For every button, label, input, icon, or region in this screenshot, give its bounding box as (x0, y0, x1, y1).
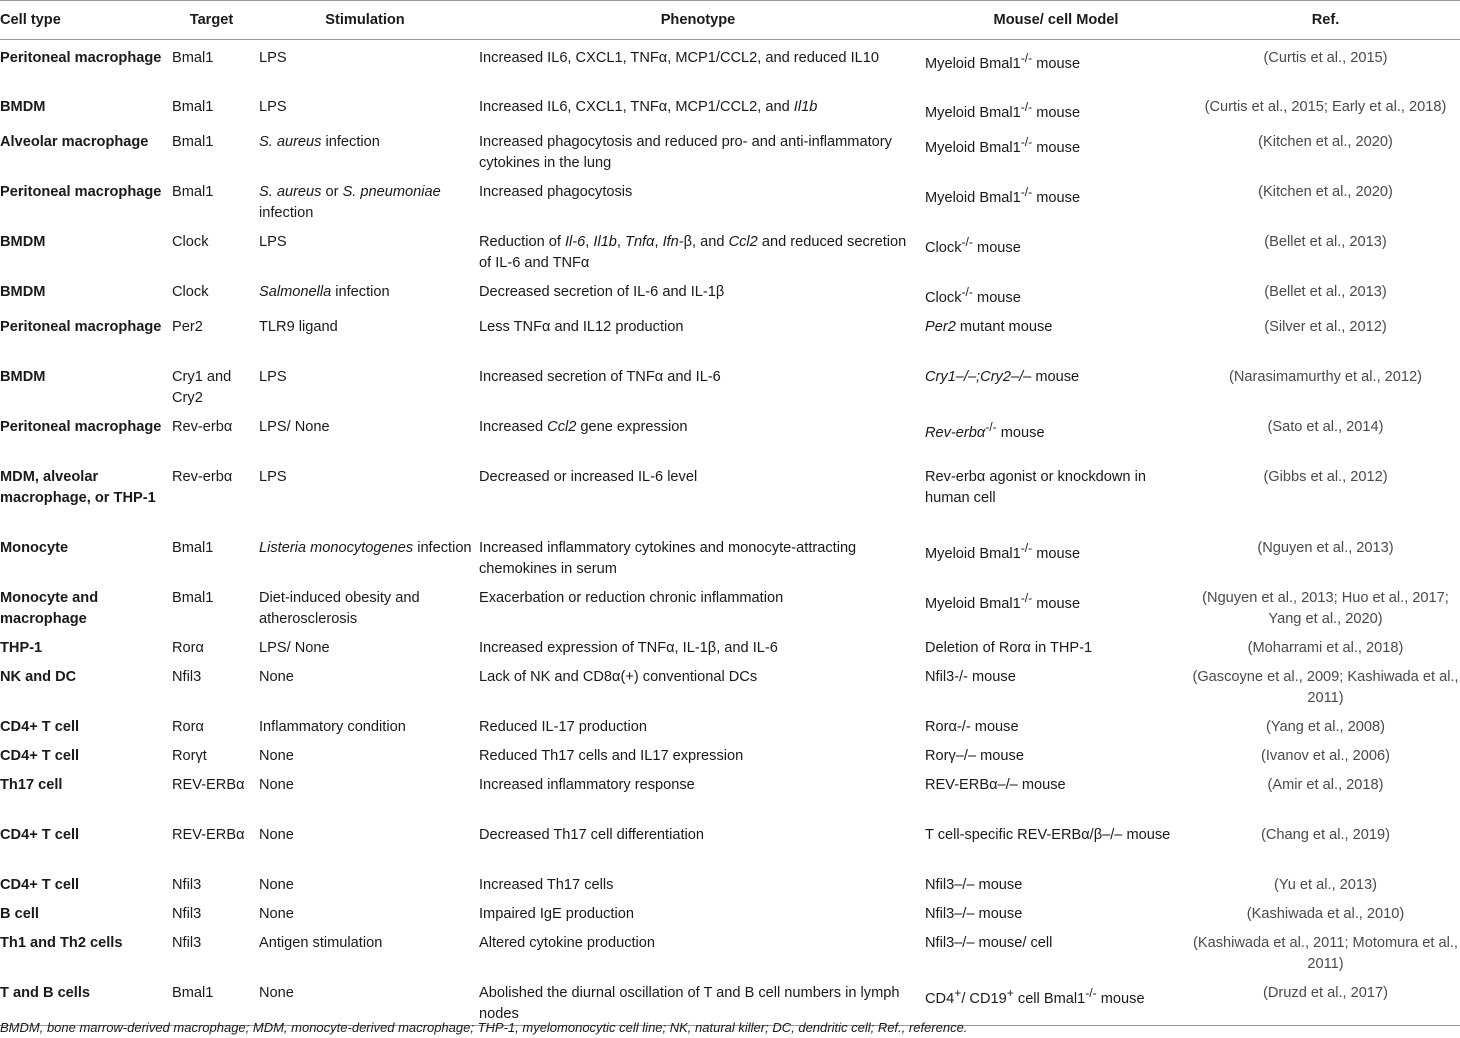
target-cell: Nfil3 (172, 934, 202, 951)
ref-cell: (Yang et al., 2008) (1266, 718, 1385, 735)
cell-type-cell: Peritoneal macrophage (0, 50, 162, 66)
cell-type-cell: BMDM (0, 99, 46, 115)
model-cell: T cell-specific REV-ERBα/β–/– mouse (925, 826, 1171, 843)
cell-type-cell: B cell (0, 905, 39, 922)
phenotype-cell: Increased inflammatory response (479, 776, 695, 793)
phenotype-cell: Increased secretion of TNFα and IL-6 (479, 368, 721, 385)
model-cell: Myeloid Bmal1-/- mouse (925, 100, 1081, 121)
phenotype-cell: Increased IL6, CXCL1, TNFα, MCP1/CCL2, and Il1b (479, 99, 818, 115)
ref-cell: (Nguyen et al., 2013; Huo et al., 2017; Yang et al., 2020) (1202, 589, 1449, 627)
phenotype-cell: Abolished the diurnal oscillation of T and B cell numbers in lymph nodes (475, 975, 921, 1026)
ref-cell: (Kitchen et al., 2020) (1258, 183, 1393, 200)
table-row (0, 767, 1460, 817)
target-cell: Rorα (172, 639, 204, 656)
ref-cell: (Yu et al., 2013) (1273, 876, 1378, 893)
phenotype-cell: Less TNFα and IL12 production (479, 318, 684, 335)
table-row (0, 359, 1460, 409)
table-row (0, 459, 1460, 530)
ref-cell: (Kashiwada et al., 2011; Motomura et al., 2011) (1193, 934, 1458, 972)
stimulation-cell: None (255, 975, 475, 1026)
table-row (0, 580, 1460, 630)
table-row (0, 896, 1460, 925)
cell-type-cell: THP-1 (0, 639, 43, 656)
stimulation-cell: LPS/ None (259, 639, 330, 656)
target-cell: Clock (172, 283, 209, 300)
ref-cell: (Moharrami et al., 2018) (1247, 639, 1404, 656)
table-row (0, 659, 1460, 709)
model-cell: CD4+/ CD19+ cell Bmal1-/- mouse (921, 975, 1191, 1026)
ref-cell: (Sato et al., 2014) (1267, 418, 1384, 435)
model-cell: Myeloid Bmal1-/- mouse (925, 51, 1081, 72)
target-cell: REV-ERBα (172, 826, 245, 843)
cell-type-cell: Peritoneal macrophage (0, 183, 162, 200)
stimulation-cell: Diet-induced obesity and atherosclerosis (259, 589, 420, 627)
cell-type-cell: BMDM (0, 283, 46, 300)
model-cell: Rorα-/- mouse (925, 718, 1019, 735)
ref-cell: (Curtis et al., 2015; Early et al., 2018) (1204, 99, 1447, 115)
cell-type-cell: Alveolar macrophage (0, 133, 149, 150)
cell-type-cell: CD4+ T cell (0, 826, 80, 843)
target-cell: Bmal1 (172, 50, 214, 66)
stimulation-cell: LPS (259, 368, 287, 385)
target-cell: Bmal1 (172, 589, 214, 606)
table-body (0, 40, 1460, 1026)
model-cell: Nfil3–/– mouse/ cell (925, 934, 1053, 951)
model-cell: Myeloid Bmal1-/- mouse (925, 540, 1081, 562)
target-cell: Nfil3 (172, 876, 202, 893)
phenotype-cell: Increased phagocytosis (479, 183, 633, 200)
cell-type-cell: Th1 and Th2 cells (0, 934, 123, 951)
phenotype-cell: Exacerbation or reduction chronic inflammation (479, 589, 784, 606)
model-cell: Rev-erbα-/- mouse (925, 419, 1045, 441)
phenotype-cell: Reduced IL-17 production (479, 718, 647, 735)
model-cell: Clock-/- mouse (925, 234, 1021, 256)
model-cell: REV-ERBα–/– mouse (925, 776, 1066, 793)
ref-cell: (Gascoyne et al., 2009; Kashiwada et al., 2011) (1192, 668, 1459, 706)
stimulation-cell: None (259, 747, 294, 764)
stimulation-cell: Inflammatory condition (259, 718, 406, 735)
model-cell: Nfil3-/- mouse (925, 668, 1016, 685)
target-cell: Rev-erbα (172, 418, 233, 435)
cell-type-cell: NK and DC (0, 668, 77, 685)
cell-type-cell: Peritoneal macrophage (0, 318, 162, 335)
ref-cell: (Bellet et al., 2013) (1264, 233, 1387, 250)
phenotype-cell: Decreased secretion of IL-6 and IL-1β (479, 283, 725, 300)
cell-type-cell: CD4+ T cell (0, 876, 80, 893)
phenotype-cell: Increased IL6, CXCL1, TNFα, MCP1/CCL2, and reduced IL10 (479, 50, 879, 66)
table-row (0, 975, 1460, 1026)
ref-cell: (Kashiwada et al., 2010) (1246, 905, 1405, 922)
phenotype-cell: Increased expression of TNFα, IL-1β, and IL-6 (479, 639, 778, 656)
ref-cell: (Curtis et al., 2015) (1263, 50, 1388, 66)
cell-type-cell: Th17 cell (0, 776, 63, 793)
stimulation-cell: LPS (259, 233, 287, 250)
stimulation-cell: None (259, 826, 294, 843)
phenotype-cell: Increased Th17 cells (479, 876, 614, 893)
stimulation-cell: LPS/ None (259, 418, 330, 435)
cell-type-cell: BMDM (0, 368, 46, 385)
stimulation-cell: None (259, 905, 294, 922)
model-cell: Myeloid Bmal1-/- mouse (925, 184, 1081, 206)
table-row (0, 738, 1460, 767)
model-cell: Rev-erbα agonist or knockdown in human cell (925, 468, 1146, 506)
table-row (0, 309, 1460, 359)
model-cell: Myeloid Bmal1-/- mouse (925, 590, 1081, 612)
ref-cell: (Bellet et al., 2013) (1264, 283, 1387, 300)
header-ref: Ref. (1191, 1, 1460, 40)
phenotype-cell: Decreased or increased IL-6 level (479, 468, 698, 485)
table-row (0, 409, 1460, 459)
phenotype-cell: Reduced Th17 cells and IL17 expression (479, 747, 744, 764)
model-cell: Rorγ–/– mouse (925, 747, 1024, 764)
target-cell: Rorγt (172, 747, 207, 764)
table-row (0, 867, 1460, 896)
cell-type-cell: BMDM (0, 233, 46, 250)
ref-cell: (Narasimamurthy et al., 2012) (1228, 368, 1423, 385)
model-cell: Clock-/- mouse (925, 284, 1021, 306)
phenotype-cell: Lack of NK and CD8α(+) conventional DCs (479, 668, 758, 685)
table-row (0, 124, 1460, 174)
header-phenotype: Phenotype (475, 1, 921, 40)
stimulation-cell: LPS (259, 99, 287, 115)
stimulation-cell: Antigen stimulation (259, 934, 383, 951)
table-row (0, 174, 1460, 224)
target-cell: Nfil3 (172, 668, 202, 685)
stimulation-cell: LPS (259, 468, 287, 485)
target-cell: Per2 (172, 318, 203, 335)
ref-cell: (Kitchen et al., 2020) (1258, 133, 1393, 150)
target-cell: Cry1 and Cry2 (172, 368, 232, 406)
model-cell: Per2 mutant mouse (925, 318, 1053, 335)
stimulation-cell: S. aureus or S. pneumoniae infection (259, 183, 441, 221)
table-row (0, 925, 1460, 975)
cell-type-cell: CD4+ T cell (0, 718, 80, 735)
header-model: Mouse/ cell Model (921, 1, 1191, 40)
model-cell: Cry1–/–;Cry2–/– mouse (925, 368, 1080, 385)
table-row (0, 530, 1460, 580)
target-cell: Bmal1 (168, 975, 255, 1026)
stimulation-cell: TLR9 ligand (259, 318, 338, 335)
target-cell: Bmal1 (172, 133, 214, 150)
table-row (0, 274, 1460, 309)
table-row (0, 817, 1460, 867)
table-row (0, 89, 1460, 124)
cell-type-cell: Peritoneal macrophage (0, 418, 162, 435)
target-cell: Bmal1 (172, 539, 214, 556)
model-cell: Nfil3–/– mouse (925, 876, 1023, 893)
table-row (0, 630, 1460, 659)
table-row (0, 709, 1460, 738)
ref-cell: (Druzd et al., 2017) (1191, 975, 1460, 1026)
phenotype-cell: Increased Ccl2 gene expression (479, 418, 688, 435)
phenotype-cell: Decreased Th17 cell differentiation (479, 826, 704, 843)
phenotype-cell: Impaired IgE production (479, 905, 634, 922)
model-cell: Myeloid Bmal1-/- mouse (925, 134, 1081, 156)
header-cell-type: Cell type (0, 1, 168, 40)
target-cell: REV-ERBα (172, 776, 245, 793)
stimulation-cell: LPS (259, 50, 287, 66)
phenotype-cell: Reduction of Il-6, Il1b, Tnfα, Ifn-β, and Ccl2 and reduced secretion of IL-6 and TNFα (479, 233, 907, 271)
phenotype-cell: Increased phagocytosis and reduced pro- and anti-inflammatory cytokines in the lung (479, 133, 892, 171)
ref-cell: (Ivanov et al., 2006) (1261, 747, 1390, 764)
table-footnote: BMDM, bone marrow-derived macrophage; MDM, monocyte-derived macrophage; THP-1, myelomonocytic cell line; NK, natural killer; DC, dendritic cell; Ref., reference. (0, 1020, 968, 1035)
cell-type-cell: MDM, alveolar macrophage, or THP-1 (0, 468, 156, 506)
stimulation-cell: None (259, 876, 294, 893)
table-row (0, 224, 1460, 274)
target-cell: Bmal1 (172, 99, 214, 115)
ref-cell: (Nguyen et al., 2013) (1257, 539, 1394, 556)
phenotype-cell: Altered cytokine production (479, 934, 656, 951)
cell-type-cell: T and B cells (0, 975, 168, 1026)
header-target: Target (168, 1, 255, 40)
stimulation-cell: Salmonella infection (259, 283, 390, 300)
header-row (0, 1, 1460, 40)
model-cell: Deletion of Rorα in THP-1 (925, 639, 1093, 656)
ref-cell: (Gibbs et al., 2012) (1263, 468, 1388, 485)
stimulation-cell: S. aureus infection (259, 133, 380, 150)
target-cell: Rorα (172, 718, 204, 735)
ref-cell: (Silver et al., 2012) (1264, 318, 1387, 335)
stimulation-cell: None (259, 668, 294, 685)
cell-type-cell: CD4+ T cell (0, 747, 80, 764)
model-cell: Nfil3–/– mouse (925, 905, 1023, 922)
ref-cell: (Amir et al., 2018) (1267, 776, 1384, 793)
stimulation-cell: Listeria monocytogenes infection (259, 539, 472, 556)
stimulation-cell: None (259, 776, 294, 793)
target-cell: Bmal1 (172, 183, 214, 200)
target-cell: Nfil3 (172, 905, 202, 922)
header-stimulation: Stimulation (255, 1, 475, 40)
target-cell: Clock (172, 233, 209, 250)
phenotype-cell: Increased inflammatory cytokines and monocyte-attracting chemokines in serum (479, 539, 857, 577)
target-cell: Rev-erbα (172, 468, 233, 485)
table-row (0, 40, 1460, 90)
cell-type-cell: Monocyte (0, 539, 69, 556)
ref-cell: (Chang et al., 2019) (1261, 826, 1390, 843)
cell-type-cell: Monocyte and macrophage (0, 589, 99, 627)
